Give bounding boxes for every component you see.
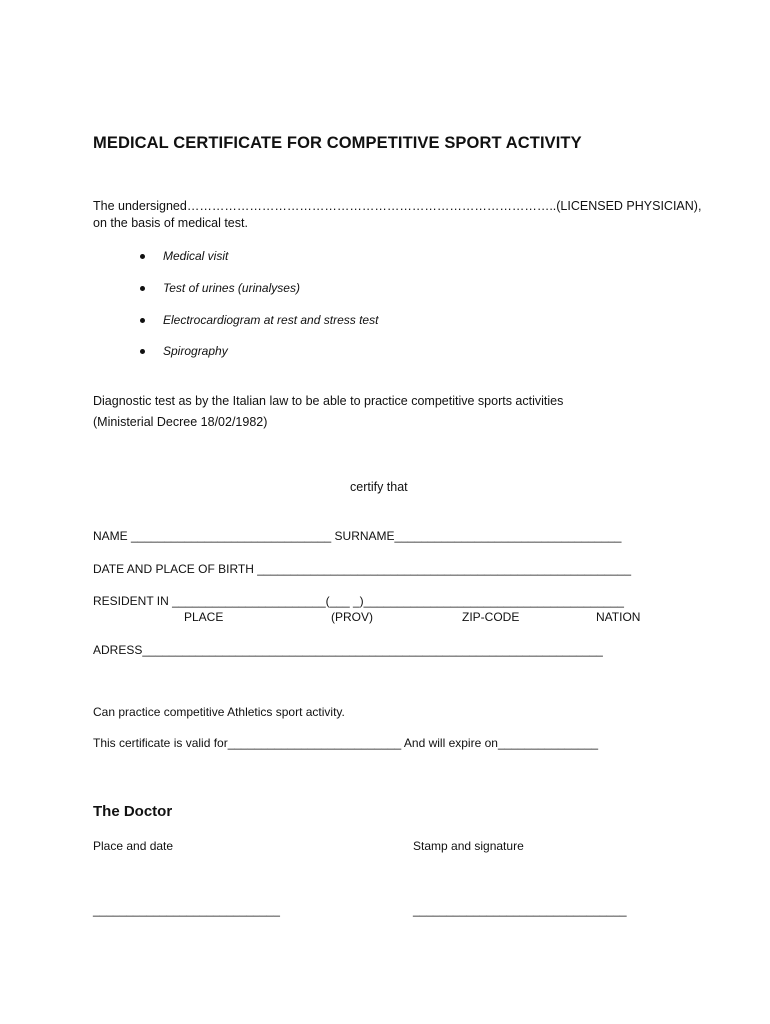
stamp-signature-label: Stamp and signature bbox=[413, 839, 524, 853]
address-field: ADRESS_____________________________________________________________________ bbox=[93, 643, 603, 657]
practice-text: Can practice competitive Athletics sport activity. bbox=[93, 705, 345, 719]
place-date-line: ____________________________ bbox=[93, 903, 280, 917]
resident-field: RESIDENT IN _______________________(___ _)_______________________________________ bbox=[93, 594, 624, 608]
diagnostic-line-2: (Ministerial Decree 18/02/1982) bbox=[93, 415, 268, 429]
intro-line-1: The undersigned……………………………………………………………………………..(LICENSED PHYSICIAN), bbox=[93, 199, 702, 213]
validity-field: This certificate is valid for__________________________ And will expire on_______________ bbox=[93, 736, 599, 750]
doctor-heading: The Doctor bbox=[93, 803, 173, 820]
diagnostic-line-1: Diagnostic test as by the Italian law to be able to practice competitive sports activities bbox=[93, 394, 564, 408]
intro-line-2: on the basis of medical test. bbox=[93, 216, 248, 230]
test-item: Electrocardiogram at rest and stress test bbox=[163, 313, 379, 327]
zip-label: ZIP-CODE bbox=[462, 610, 520, 624]
bullet-icon bbox=[140, 318, 145, 323]
prov-label: (PROV) bbox=[331, 610, 373, 624]
place-date-label: Place and date bbox=[93, 839, 174, 853]
bullet-icon bbox=[140, 286, 145, 291]
test-item: Test of urines (urinalyses) bbox=[163, 281, 300, 295]
name-surname-field: NAME ______________________________ SURNAME__________________________________ bbox=[93, 529, 622, 543]
birth-field: DATE AND PLACE OF BIRTH ________________________________________________________ bbox=[93, 562, 631, 576]
bullet-icon bbox=[140, 254, 145, 259]
certify-text: certify that bbox=[350, 480, 408, 494]
stamp-signature-line: ________________________________ bbox=[413, 903, 627, 917]
bullet-icon bbox=[140, 349, 145, 354]
nation-label: NATION bbox=[596, 610, 641, 624]
test-item: Spirography bbox=[163, 344, 228, 358]
place-label: PLACE bbox=[184, 610, 224, 624]
test-item: Medical visit bbox=[163, 249, 229, 263]
page-title: MEDICAL CERTIFICATE FOR COMPETITIVE SPORT ACTIVITY bbox=[93, 134, 582, 152]
